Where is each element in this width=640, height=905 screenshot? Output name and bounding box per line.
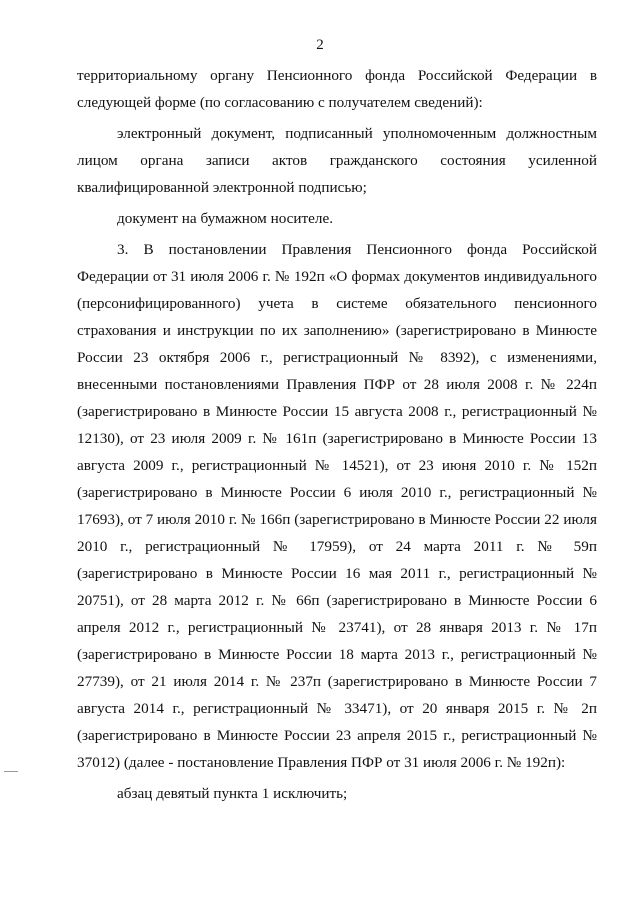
paragraph-electronic-document: электронный документ, подписанный уполномоченным должностным лицом органа записи актов гражданского состояния усиленной квалифицированной электронной подписью; xyxy=(77,125,597,196)
document-body xyxy=(77,62,597,807)
paragraph-paper-document: документ на бумажном носителе. xyxy=(117,210,334,227)
paragraph-item-3: 3. В постановлении Правления Пенсионного фонда Российской Федерации от 31 июля 2006 г. № 192п «О формах документов индивидуального (персонифицированного) учета в системе обязательного пенсионного страхования и инструкции по их заполнению» (зарегистрировано в Минюсте России 23 октября 2006 г., регистрационный № 8392), с изменениями, внесенными постановлениями Правления ПФР от 28 июля 2008 г. № 224п (зарегистрировано в Минюсте России 15 августа 2008 г., регистрационный № 12130), от 23 июля 2009 г. № 161п (зарегистрировано в Минюсте России 13 августа 2009 г., регистрационный № 14521), от 23 июня 2010 г. № 152п (зарегистрировано в Минюсте России 6 июля 2010 г., регистрационный № 17693), от 7 июля 2010 г. № 166п (зарегистрировано в Минюсте России 22 июля 2010 г., регистрационный № 17959), от 24 марта 2011 г. № 59п (зарегистрировано в Минюсте России 16 мая 2011 г., регистрационный № 20751), от 28 марта 2012 г. № 66п (зарегистрировано в Минюсте России 6 апреля 2012 г., регистрационный № 23741), от 28 января 2013 г. № 17п (зарегистрировано в Минюсте России 18 марта 2013 г., регистрационный № 27739), от 21 июля 2014 г. № 237п (зарегистрировано в Минюсте России 7 августа 2014 г., регистрационный № 33471), от 20 января 2015 г. № 2п (зарегистрировано в Минюсте России 23 апреля 2015 г., регистрационный № 37012) (далее - постановление Правления ПФР от 31 июля 2006 г. № 192п): xyxy=(77,241,597,771)
page-number: 2 xyxy=(316,37,324,53)
scan-margin-mark xyxy=(4,771,18,772)
paragraph-paragraph-9: абзац девятый пункта 1 исключить; xyxy=(117,785,348,802)
paragraph-continuation: территориальному органу Пенсионного фонда Российской Федерации в следующей форме (по согласованию с получателем сведений): xyxy=(77,67,597,111)
